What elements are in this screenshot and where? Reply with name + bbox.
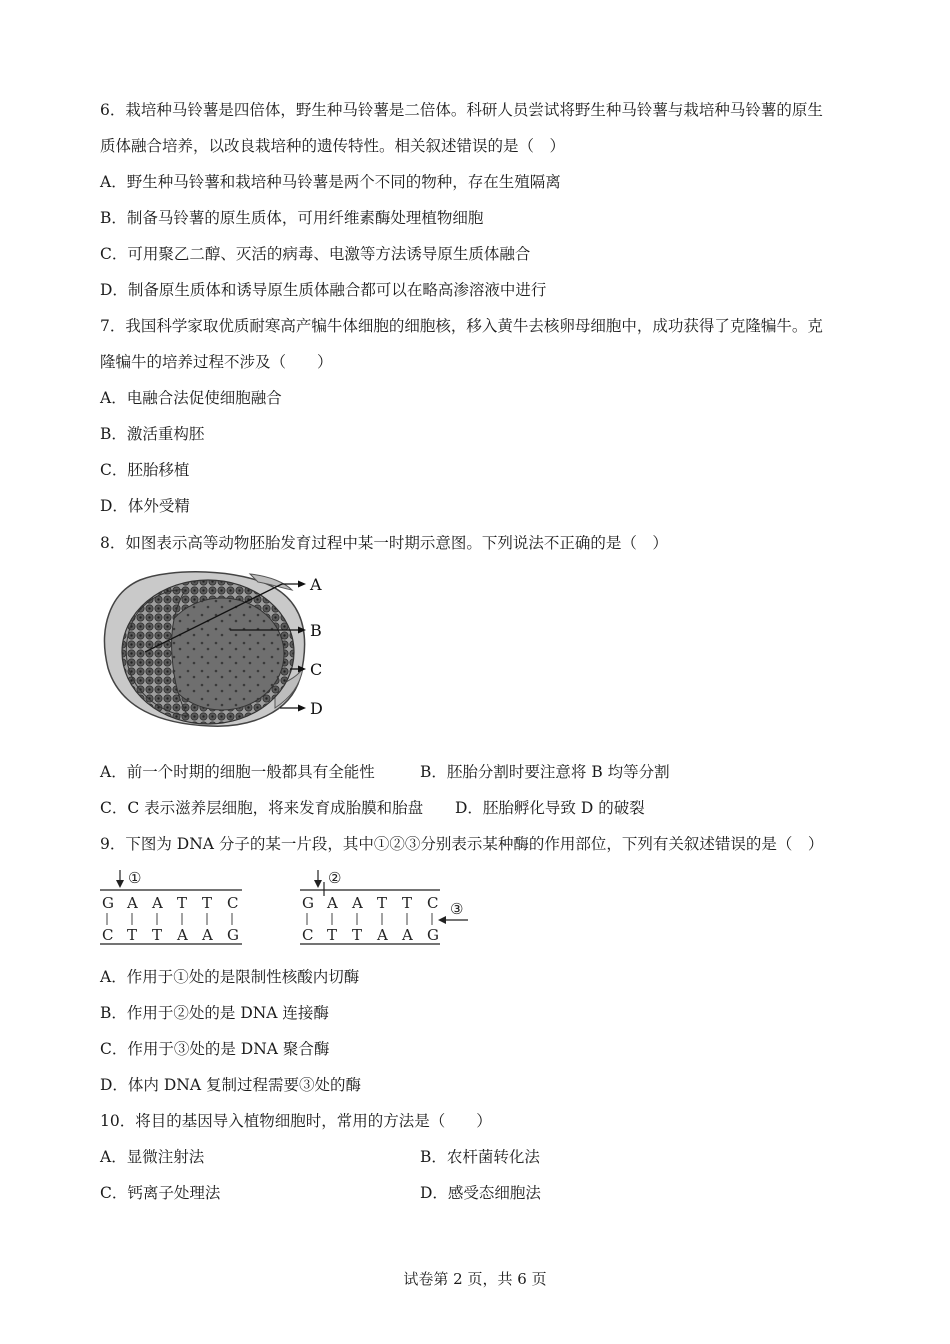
q10-option-c: C．钙离子处理法 <box>100 1184 221 1202</box>
arrowhead-a <box>298 581 306 588</box>
q10-option-d: D．感受态细胞法 <box>420 1184 541 1202</box>
q6-option-a: A．野生种马铃薯和栽培种马铃薯是两个不同的物种，存在生殖隔离 <box>100 173 561 191</box>
base: T <box>127 926 138 944</box>
label-b: B <box>310 621 322 640</box>
q7-stem-line1: 7．我国科学家取优质耐寒高产犏牛体细胞的细胞核，移入黄牛去核卵母细胞中，成功获得了克隆犏牛。克 <box>100 317 823 335</box>
marker-3: ③ <box>450 900 464 918</box>
base: C <box>102 926 114 944</box>
label-a: A <box>310 575 322 594</box>
base: A <box>202 926 213 944</box>
base: A <box>352 894 363 912</box>
base: A <box>177 926 188 944</box>
right-bonds <box>307 913 432 925</box>
base: C <box>427 894 439 912</box>
base: G <box>302 894 314 912</box>
base: T <box>327 926 338 944</box>
q7-stem-line2: 隆犏牛的培养过程不涉及（ ） <box>100 353 333 371</box>
base: T <box>152 926 163 944</box>
dna-diagram <box>96 866 486 956</box>
base: G <box>427 926 439 944</box>
marker-2: ② <box>328 869 342 887</box>
arrow-3-head <box>438 916 446 924</box>
base: A <box>127 894 138 912</box>
arrow-1-head <box>116 880 124 888</box>
right-top-bases <box>302 894 438 912</box>
q8-option-b: B．胚胎分割时要注意将 B 均等分割 <box>420 763 670 781</box>
left-bonds <box>107 913 232 925</box>
dna-figure <box>96 866 486 956</box>
base: T <box>402 894 413 912</box>
blastocyst-figure <box>100 568 340 738</box>
q8-stem: 8．如图表示高等动物胚胎发育过程中某一时期示意图。下列说法不正确的是（ ） <box>100 534 668 552</box>
q9-stem: 9．下图为 DNA 分子的某一片段，其中①②③分别表示某种酶的作用部位，下列有关叙述错误的是（ ） <box>100 835 824 853</box>
base: C <box>227 894 239 912</box>
blastocyst-diagram <box>100 568 340 738</box>
base: T <box>202 894 213 912</box>
base: G <box>102 894 114 912</box>
q6-option-d: D．制备原生质体和诱导原生质体融合都可以在略高渗溶液中进行 <box>100 281 547 299</box>
q6-option-b: B．制备马铃薯的原生质体，可用纤维素酶处理植物细胞 <box>100 209 484 227</box>
base: T <box>377 894 388 912</box>
label-d: D <box>310 699 323 718</box>
q6-stem-line1: 6．栽培种马铃薯是四倍体，野生种马铃薯是二倍体。科研人员尝试将野生种马铃薯与栽培种马铃薯的原生 <box>100 101 823 119</box>
q9-option-d: D．体内 DNA 复制过程需要③处的酶 <box>100 1076 361 1094</box>
q6-stem-line2: 质体融合培养，以改良栽培种的遗传特性。相关叙述错误的是（ ） <box>100 137 566 155</box>
q6-option-c: C．可用聚乙二醇、灭活的病毒、电激等方法诱导原生质体融合 <box>100 245 531 263</box>
base: T <box>177 894 188 912</box>
q9-option-c: C．作用于③处的是 DNA 聚合酶 <box>100 1040 330 1058</box>
q7-option-d: D．体外受精 <box>100 497 190 515</box>
base: A <box>327 894 338 912</box>
q7-option-c: C．胚胎移植 <box>100 461 190 479</box>
q8-option-c: C．C 表示滋养层细胞，将来发育成胎膜和胎盘 <box>100 799 424 817</box>
base: C <box>302 926 314 944</box>
q7-option-b: B．激活重构胚 <box>100 425 205 443</box>
q10-option-a: A．显微注射法 <box>100 1148 205 1166</box>
q8-option-d: D．胚胎孵化导致 D 的破裂 <box>455 799 645 817</box>
arrow-2-head <box>314 880 322 888</box>
page-footer: 试卷第 2 页，共 6 页 <box>403 1270 547 1288</box>
left-top-bases <box>102 894 238 912</box>
arrowhead-d <box>298 705 306 712</box>
base: A <box>152 894 163 912</box>
base: G <box>227 926 239 944</box>
q7-option-a: A．电融合法促使细胞融合 <box>100 389 282 407</box>
base: A <box>402 926 413 944</box>
q8-option-a: A．前一个时期的细胞一般都具有全能性 <box>100 763 375 781</box>
q9-option-b: B．作用于②处的是 DNA 连接酶 <box>100 1004 329 1022</box>
right-bottom-bases <box>302 926 439 944</box>
base: T <box>352 926 363 944</box>
marker-1: ① <box>128 869 142 887</box>
q9-option-a: A．作用于①处的是限制性核酸内切酶 <box>100 968 360 986</box>
q10-stem: 10．将目的基因导入植物细胞时，常用的方法是（ ） <box>100 1112 492 1130</box>
base: A <box>377 926 388 944</box>
left-bottom-bases <box>102 926 239 944</box>
label-c: C <box>310 660 323 679</box>
q10-option-b: B．农杆菌转化法 <box>420 1148 540 1166</box>
